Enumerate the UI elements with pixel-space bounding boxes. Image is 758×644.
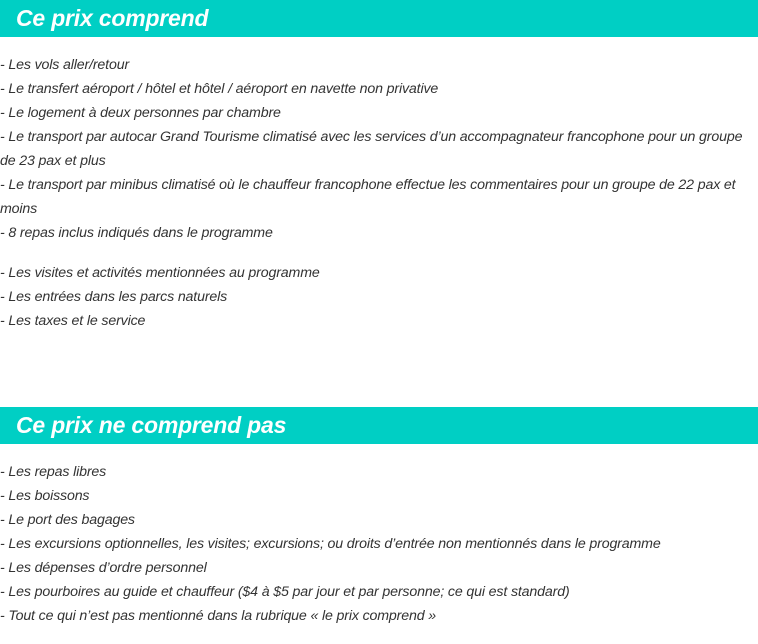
list-item: - Les boissons: [0, 488, 90, 504]
list-item: - 8 repas inclus indiqués dans le programme: [0, 225, 273, 241]
excluded-section-header: [0, 407, 758, 444]
list-item: - Le transport par minibus climatisé où le chauffeur francophone effectue les commentaires pour un groupe de 22 pax et moins: [0, 177, 736, 217]
included-section-header: [0, 0, 758, 37]
list-item: - Le transport par autocar Grand Tourisme climatisé avec les services d’un accompagnateur francophone pour un groupe de 23 pax et plus: [0, 129, 743, 169]
list-item: - Tout ce qui n’est pas mentionné dans la rubrique « le prix comprend »: [0, 608, 436, 624]
list-item: - Les visites et activités mentionnées au programme: [0, 265, 320, 281]
included-section-title: Ce prix comprend: [16, 5, 209, 31]
excluded-list: [0, 460, 758, 628]
list-item: - Les dépenses d’ordre personnel: [0, 560, 207, 576]
list-item: - Les repas libres: [0, 464, 107, 480]
included-list-secondary: [0, 261, 758, 333]
excluded-section-title: Ce prix ne comprend pas: [16, 412, 287, 438]
list-item: - Les taxes et le service: [0, 313, 146, 329]
list-item: - Le transfert aéroport / hôtel et hôtel / aéroport en navette non privative: [0, 81, 439, 97]
list-item: - Les entrées dans les parcs naturels: [0, 289, 228, 305]
list-item: - Les pourboires au guide et chauffeur ($4 à $5 par jour et par personne; ce qui est standard): [0, 584, 570, 600]
included-list-primary: [0, 53, 758, 245]
list-item: - Les excursions optionnelles, les visites; excursions; ou droits d’entrée non mentionnés dans le programme: [0, 536, 661, 552]
list-item: - Le logement à deux personnes par chambre: [0, 105, 281, 121]
list-item: - Les vols aller/retour: [0, 57, 130, 73]
list-item: - Le port des bagages: [0, 512, 135, 528]
